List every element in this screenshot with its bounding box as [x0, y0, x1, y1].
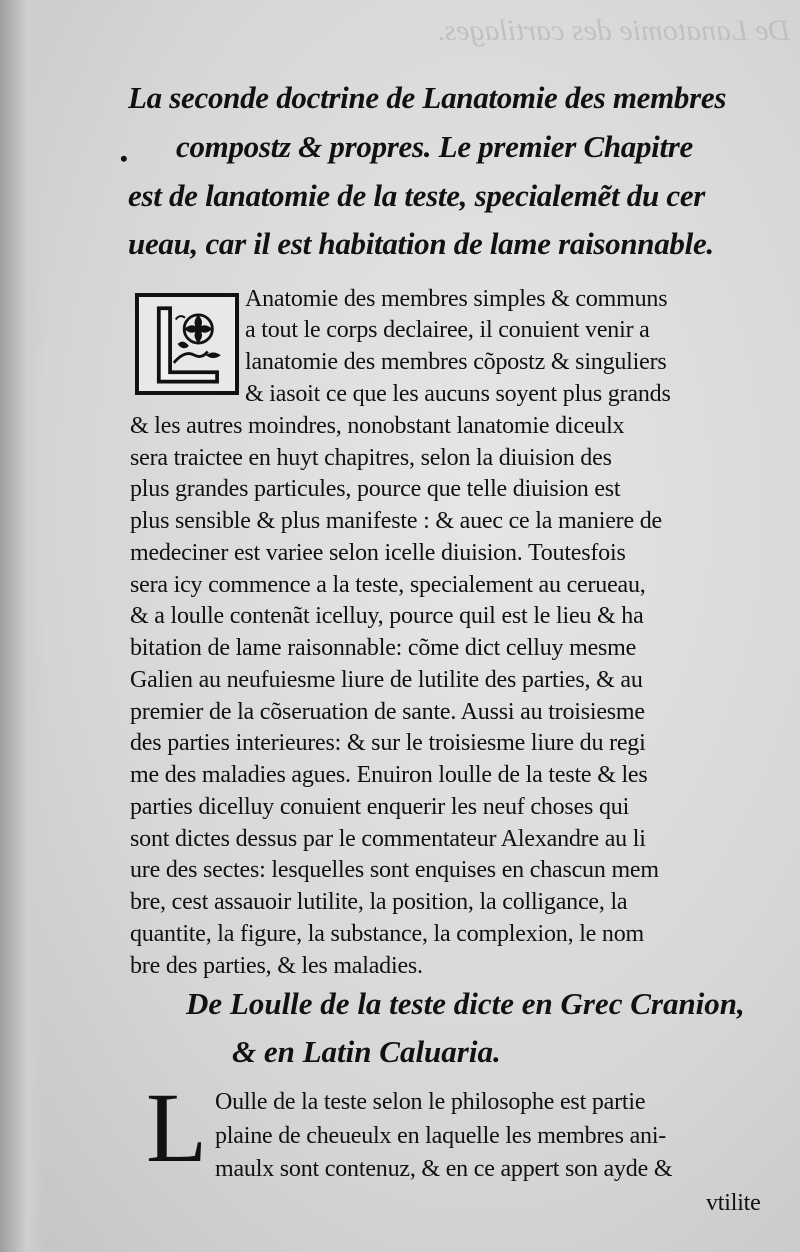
heading-line-4: ueau, car il est habitation de lame raisonnable.: [128, 226, 714, 261]
paragraph2-line: Oulle de la teste selon le philosophe est partie: [215, 1089, 646, 1115]
paragraph1-line: bitation de lame raisonnable: cõme dict celluy mesme: [130, 635, 637, 661]
paragraph1-line: Anatomie des membres simples & communs: [245, 286, 668, 312]
paragraph1-line: sera icy commence a la teste, specialement au cerueau,: [130, 572, 646, 598]
paragraph1-line: bre, cest assauoir lutilite, la position, la colligance, la: [130, 889, 628, 915]
paragraph1-line: me des maladies agues. Enuiron loulle de la teste & les: [130, 762, 648, 788]
paragraph1-line: sera traictee en huyt chapitres, selon la diuision des: [130, 445, 612, 471]
paragraph1-line: medeciner est variee selon icelle diuision. Toutesfois: [130, 540, 626, 566]
paragraph1-line: plus sensible & plus manifeste : & auec ce la maniere de: [130, 508, 662, 534]
paragraph1-line: quantite, la figure, la substance, la complexion, le nom: [130, 921, 644, 947]
paragraph1-line: sont dictes dessus par le commentateur Alexandre au li: [130, 826, 646, 852]
paragraph1-line: bre des parties, & les maladies.: [130, 953, 423, 979]
paragraph1-line: & iasoit ce que les aucuns soyent plus grands: [245, 381, 671, 407]
paragraph1-line: Galien au neufuiesme liure de lutilite des parties, & au: [130, 667, 643, 693]
paragraph1-line: parties dicelluy conuient enquerir les neuf choses qui: [130, 794, 630, 820]
subheading-line-2: & en Latin Caluaria.: [232, 1034, 501, 1069]
paragraph1-line: ure des sectes: lesquelles sont enquises en chascun mem: [130, 857, 659, 883]
heading-line-2: compostz & propres. Le premier Chapitre: [176, 129, 694, 164]
paragraph2-line: plaine de cheueulx en laquelle les membres ani-: [215, 1123, 667, 1149]
page-gutter-shadow: [0, 0, 45, 1252]
heading-line-3: est de lanatomie de la teste, specialemẽt du cer: [128, 178, 706, 213]
subheading-line-1: De Loulle de la teste dicte en Grec Cranion,: [186, 986, 745, 1021]
drop-initial: L: [146, 1072, 208, 1183]
paragraph1-line: lanatomie des membres cõpostz & singuliers: [245, 349, 667, 375]
paragraph1-line: des parties interieures: & sur le troisiesme liure du regi: [130, 730, 646, 756]
paragraph1-line: & les autres moindres, nonobstant lanatomie diceulx: [130, 413, 625, 439]
bleed-through-text: De Lanatomie des cartilages.: [436, 14, 790, 47]
decorated-initial: [135, 293, 239, 395]
paragraph2-line: maulx sont contenuz, & en ce appert son ayde &: [215, 1156, 673, 1182]
margin-mark: •: [120, 146, 128, 171]
paragraph1-line: & a loulle contenãt icelluy, pource quil est le lieu & ha: [130, 603, 644, 629]
heading-line-1: La seconde doctrine de Lanatomie des membres: [128, 80, 727, 115]
floral-initial-l-icon: [139, 297, 235, 391]
paragraph1-line: premier de la cõseruation de sante. Aussi au troisiesme: [130, 699, 645, 725]
paragraph1-line: a tout le corps declairee, il conuient venir a: [245, 317, 650, 343]
paragraph2-line: vtilite: [706, 1190, 761, 1216]
paragraph1-line: plus grandes particules, pource que telle diuision est: [130, 476, 621, 502]
